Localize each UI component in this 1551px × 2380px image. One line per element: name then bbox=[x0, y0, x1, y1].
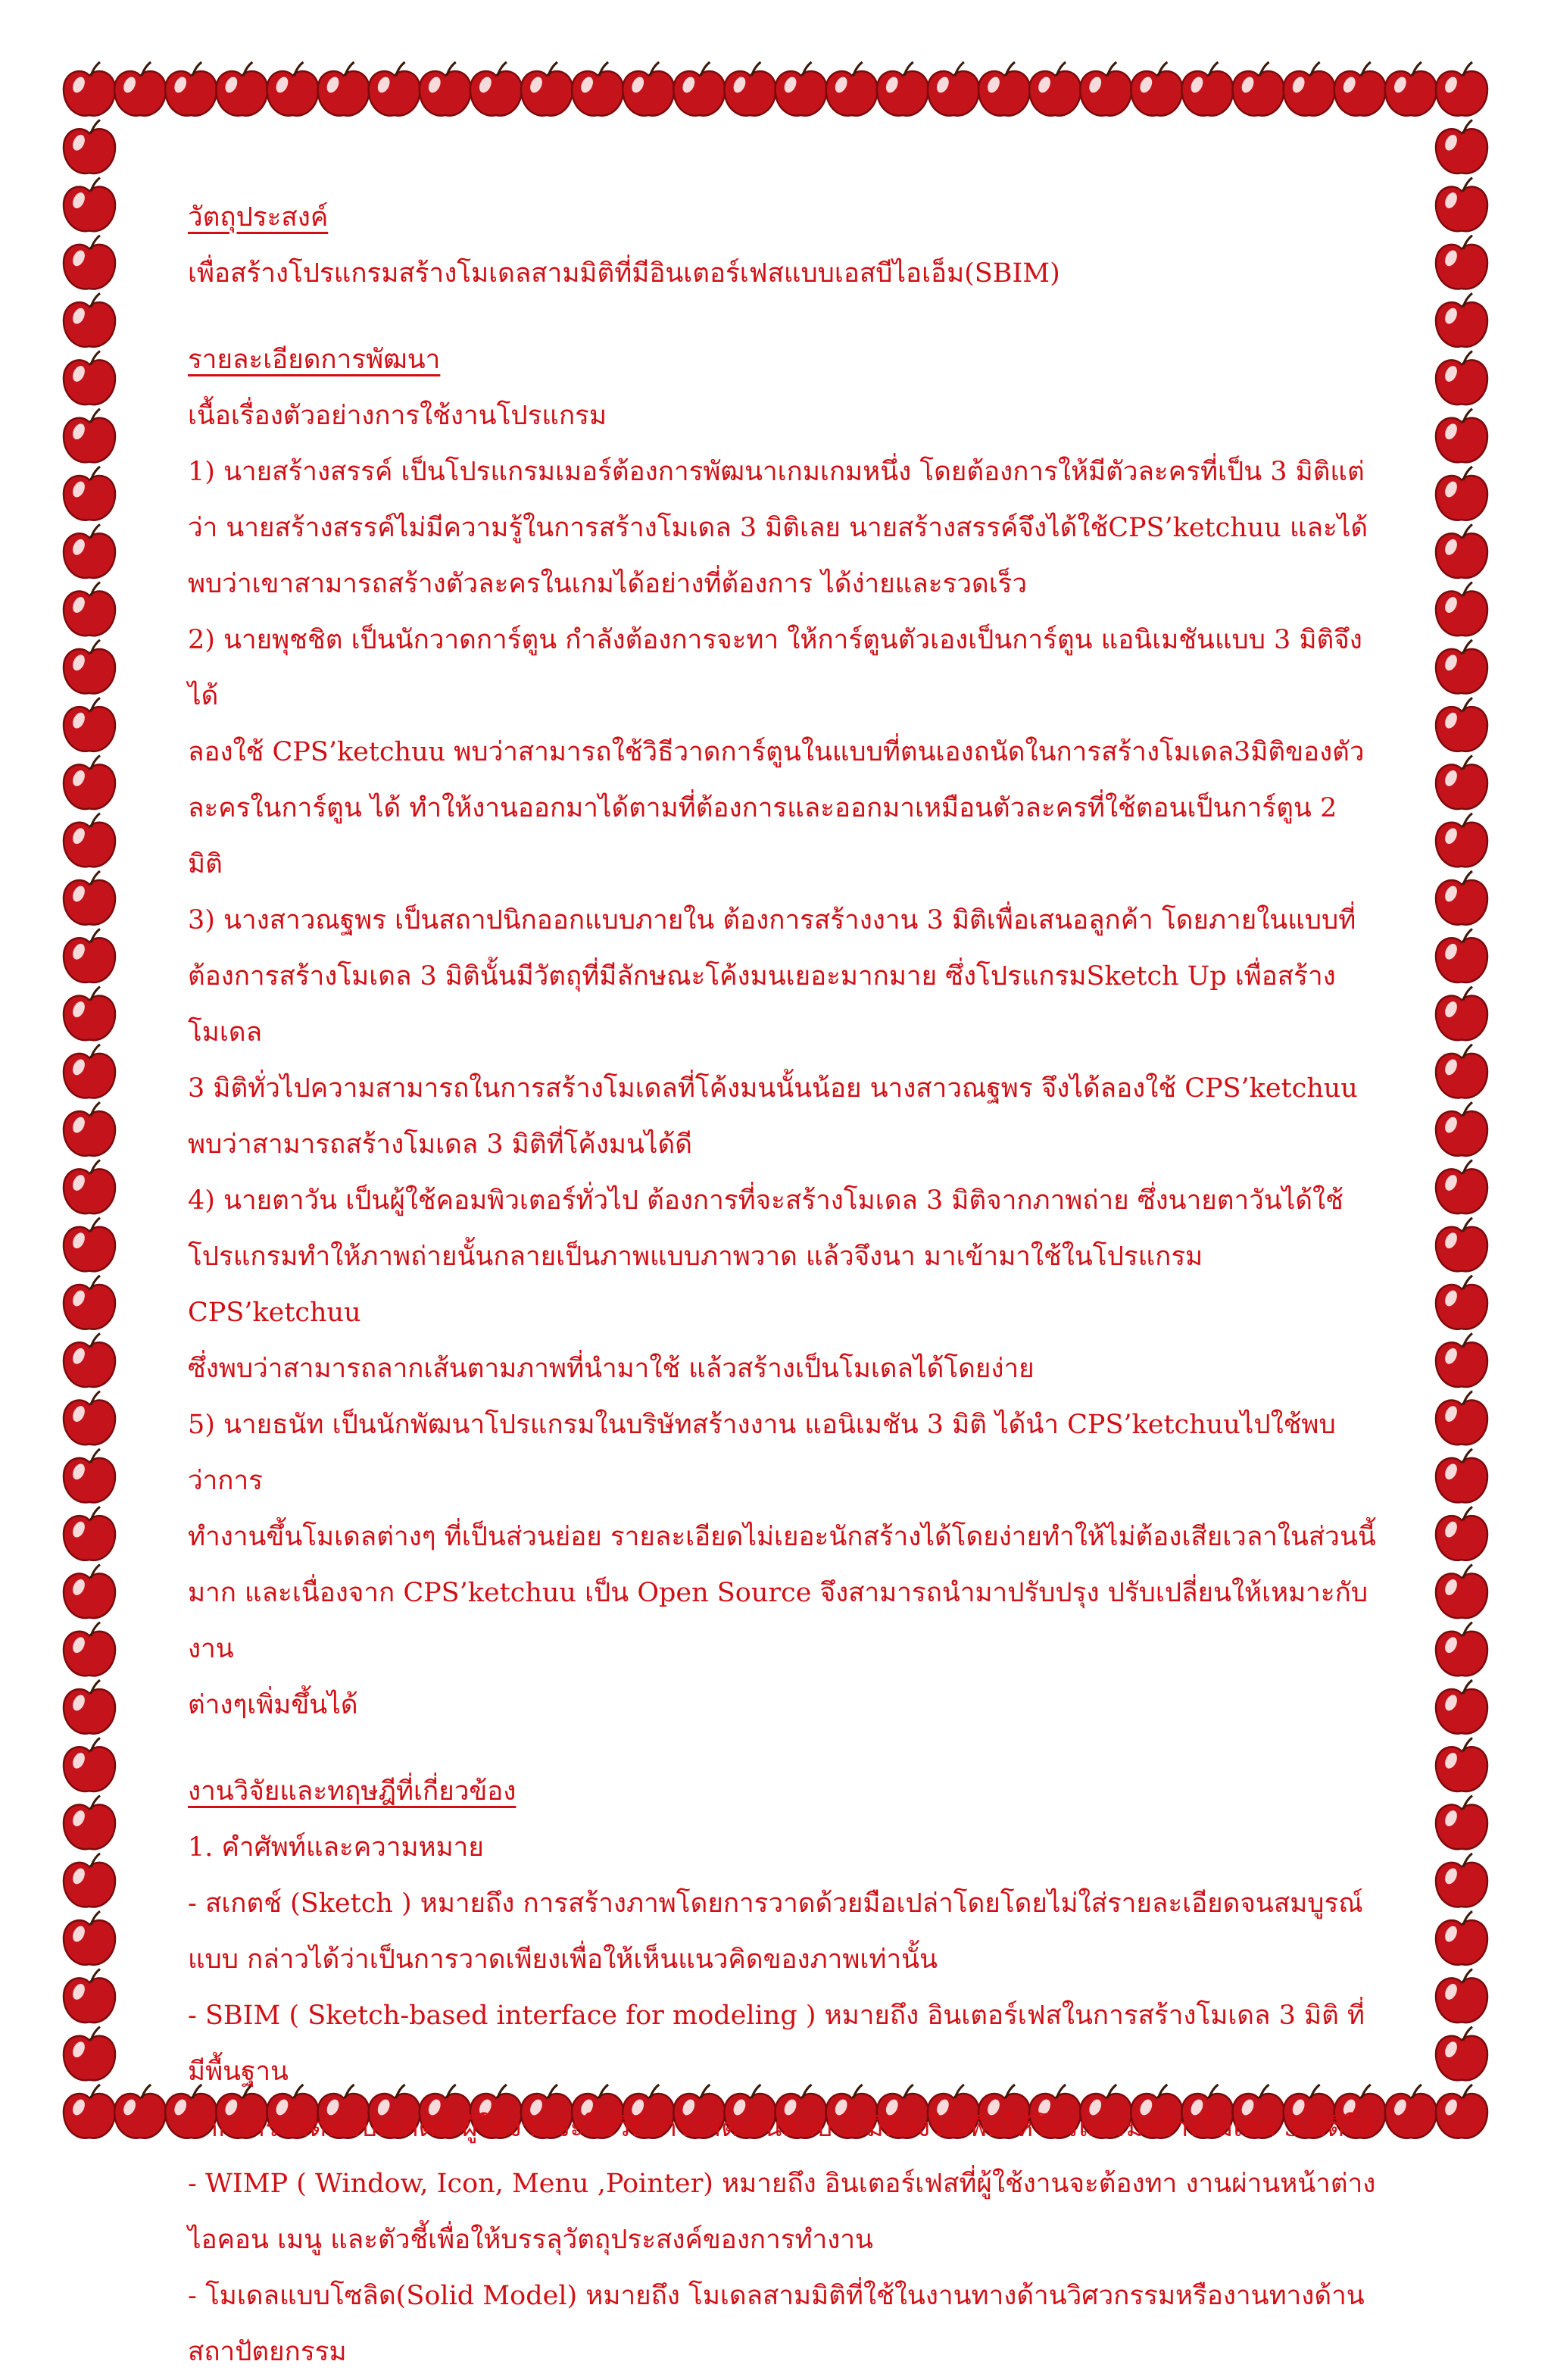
text-line: 1) นายสร้างสรรค์ เป็นโปรแกรมเมอร์ต้องการพัฒนาเกมเกมหนึ่ง โดยต้องการให้มีตัวละครที่เป็น 3 มิติแต่ bbox=[188, 457, 1365, 487]
red-apple-icon bbox=[64, 1391, 115, 1445]
red-apple-icon bbox=[64, 755, 115, 809]
text-line: โปรแกรมทำให้ภาพถ่ายนั้นกลายเป็นภาพแบบภาพวาด แล้วจึงนา มาเข้ามาใช้ในโปรแกรม CPS’ketchuu bbox=[188, 1242, 1203, 1328]
text-line: - SBIM ( Sketch-based interface for modeling ) หมายถึง อินเตอร์เฟสในการสร้างโมเดล 3 มิติ ที่มีพื้นฐาน bbox=[188, 2001, 1365, 2087]
red-apple-icon bbox=[1334, 62, 1386, 116]
objective-text bbox=[188, 245, 1377, 301]
red-apple-icon bbox=[1436, 1623, 1487, 1676]
red-apple-icon bbox=[420, 62, 471, 116]
text-line: 3) นางสาวณฐพร เป็นสถาปนิกออกแบบภายใน ต้องการสร้างงาน 3 มิติเพื่อเสนอลูกค้า โดยภายในแบบที่ bbox=[188, 905, 1356, 935]
red-apple-icon bbox=[216, 62, 267, 116]
red-apple-icon bbox=[623, 62, 674, 116]
red-apple-icon bbox=[1436, 2085, 1487, 2138]
red-apple-icon bbox=[1436, 1564, 1487, 1618]
red-apple-icon bbox=[64, 1045, 115, 1098]
red-apple-icon bbox=[64, 62, 115, 116]
red-apple-icon bbox=[673, 62, 725, 116]
red-apple-icon bbox=[572, 62, 623, 116]
red-apple-icon bbox=[64, 409, 115, 463]
red-apple-icon bbox=[1436, 1796, 1487, 1850]
red-apple-icon bbox=[1029, 62, 1081, 116]
red-apple-icon bbox=[64, 1854, 115, 1907]
red-apple-icon bbox=[1080, 62, 1131, 116]
red-apple-icon bbox=[64, 1911, 115, 1965]
red-apple-icon bbox=[64, 1102, 115, 1156]
heading-development: รายละเอียดการพัฒนา bbox=[188, 345, 441, 375]
red-apple-icon bbox=[877, 62, 928, 116]
red-apple-icon bbox=[978, 62, 1030, 116]
red-apple-icon bbox=[1436, 1854, 1487, 1907]
red-apple-icon bbox=[1436, 987, 1487, 1041]
red-apple-icon bbox=[64, 1738, 115, 1791]
red-apple-icon bbox=[1436, 1160, 1487, 1213]
text-line: ทำงานขึ้นโมเดลต่างๆ ที่เป็นส่วนย่อย รายละเอียดไม่เยอะนักสร้างได้โดยง่ายทำให้ไม่ต้องเสียเวลาในส่วนนี้ bbox=[188, 1522, 1376, 1552]
red-apple-icon bbox=[165, 62, 217, 116]
red-apple-icon bbox=[1436, 1276, 1487, 1329]
red-apple-icon bbox=[64, 1449, 115, 1503]
red-apple-icon bbox=[1385, 2085, 1437, 2138]
text-line: ลองใช้ CPS’ketchuu พบว่าสามารถใช้วิธีวาดการ์ตูนในแบบที่ตนเองถนัดในการสร้างโมเดล3มิติของตัว bbox=[188, 737, 1365, 767]
development-text bbox=[188, 388, 1377, 1733]
red-apple-icon bbox=[470, 62, 522, 116]
red-apple-icon bbox=[369, 62, 420, 116]
red-apple-icon bbox=[724, 62, 776, 116]
red-apple-icon bbox=[1436, 583, 1487, 636]
red-apple-icon bbox=[64, 1276, 115, 1329]
red-apple-icon bbox=[64, 814, 115, 867]
red-apple-icon bbox=[64, 698, 115, 751]
text-line: 3 มิติทั่วไปความสามารถในการสร้างโมเดลที่โค้งมนนั้นน้อย นางสาวณฐพร จึงได้ลองใช้ CPS’ketchuu bbox=[188, 1073, 1358, 1104]
text-line: - โมเดลแบบโซลิด(Solid Model) หมายถึง โมเดลสามมิติที่ใช้ในงานทางด้านวิศวกรรมหรืองานทางด้าน bbox=[188, 2281, 1365, 2311]
red-apple-icon bbox=[267, 62, 318, 116]
red-apple-icon bbox=[318, 62, 370, 116]
red-apple-icon bbox=[1233, 62, 1284, 116]
red-apple-icon bbox=[928, 62, 979, 116]
red-apple-icon bbox=[64, 1680, 115, 1734]
red-apple-icon bbox=[1436, 467, 1487, 520]
red-apple-icon bbox=[64, 178, 115, 232]
red-apple-icon bbox=[1131, 62, 1182, 116]
red-apple-icon bbox=[64, 1333, 115, 1387]
red-apple-icon bbox=[1436, 1680, 1487, 1734]
red-apple-icon bbox=[1436, 698, 1487, 751]
red-apple-icon bbox=[826, 62, 878, 116]
red-apple-icon bbox=[64, 1564, 115, 1618]
red-apple-icon bbox=[1436, 293, 1487, 347]
red-apple-icon bbox=[1436, 1449, 1487, 1503]
red-apple-icon bbox=[1385, 62, 1437, 116]
red-apple-icon bbox=[1436, 640, 1487, 694]
red-apple-icon bbox=[1181, 62, 1233, 116]
red-apple-icon bbox=[1436, 2027, 1487, 2081]
red-apple-icon bbox=[64, 1160, 115, 1213]
text-line: เนื้อเรื่องตัวอย่างการใช้งานโปรแกรม bbox=[188, 401, 607, 431]
red-apple-icon bbox=[1436, 524, 1487, 578]
text-line: - สเกตช์ (Sketch ) หมายถึง การสร้างภาพโดยการวาดด้วยมือเปล่าโดยโดยไม่ใส่รายละเอียดจนสมบูรณ์ bbox=[188, 1888, 1363, 1919]
red-apple-icon bbox=[1436, 351, 1487, 404]
text-line: 5) นายธนัท เป็นนักพัฒนาโปรแกรมในบริษัทสร้างงาน แอนิเมชัน 3 มิติ ได้นำ CPS’ketchuuไปใช้พบว่าการ bbox=[188, 1410, 1336, 1496]
red-apple-icon bbox=[1436, 929, 1487, 982]
heading-research: งานวิจัยและทฤษฎีที่เกี่ยวข้อง bbox=[188, 1776, 516, 1807]
text-line: ไอคอน เมนู และตัวชี้เพื่อให้บรรลุวัตถุประสงค์ของการทำงาน bbox=[188, 2225, 873, 2255]
red-apple-icon bbox=[114, 62, 166, 116]
red-apple-icon bbox=[64, 2085, 115, 2138]
text-line: สถาปัตยกรรม bbox=[188, 2337, 347, 2367]
red-apple-icon bbox=[64, 987, 115, 1041]
red-apple-icon bbox=[1436, 1333, 1487, 1387]
text-line: มาก และเนื่องจาก CPS’ketchuu เป็น Open Source จึงสามารถนำมาปรับปรุง ปรับเปลี่ยนให้เหมาะกับงาน bbox=[188, 1578, 1368, 1664]
red-apple-icon bbox=[776, 62, 827, 116]
red-apple-icon bbox=[64, 1507, 115, 1560]
text-line: ต่างๆเพิ่มขึ้นได้ bbox=[188, 1690, 358, 1720]
red-apple-icon bbox=[64, 2027, 115, 2081]
red-apple-icon bbox=[64, 640, 115, 694]
text-line: จากการวาดแบบสเกตช์ ผู้ใช้งานจะใช้วิธีการวาดเส้นแบบ 2 มิติลงไปเพื่อให้โปรแกรมสร้างโมเดล 3 มิติให้ bbox=[188, 2113, 1375, 2143]
red-apple-icon bbox=[1436, 236, 1487, 289]
red-apple-icon bbox=[1436, 755, 1487, 809]
heading-objective: วัตถุประสงค์ bbox=[188, 202, 329, 233]
red-apple-icon bbox=[64, 524, 115, 578]
red-apple-icon bbox=[1436, 871, 1487, 925]
red-apple-icon bbox=[64, 1796, 115, 1850]
red-apple-icon bbox=[64, 467, 115, 520]
text-line: ละครในการ์ตูน ได้ ทำให้งานออกมาได้ตามที่ต้องการและออกมาเหมือนตัวละครที่ใช้ตอนเป็นการ์ตูน 2 มิติ bbox=[188, 793, 1337, 879]
red-apple-icon bbox=[1436, 178, 1487, 232]
red-apple-icon bbox=[64, 871, 115, 925]
document-body bbox=[188, 189, 1377, 2380]
text-line: พบว่าเขาสามารถสร้างตัวละครในเกมได้อย่างที่ต้องการ ได้ง่ายและรวดเร็ว bbox=[188, 569, 1028, 599]
red-apple-icon bbox=[1436, 120, 1487, 173]
red-apple-icon bbox=[64, 1623, 115, 1676]
text-line: 4) นายตาวัน เป็นผู้ใช้คอมพิวเตอร์ทั่วไป ต้องการที่จะสร้างโมเดล 3 มิติจากภาพถ่าย ซึ่งนายตาวันได้ใช้ bbox=[188, 1185, 1343, 1216]
text-line: เพื่อสร้างโปรแกรมสร้างโมเดลสามมิติที่มีอินเตอร์เฟสแบบเอสบีไอเอ็ม(SBIM) bbox=[188, 258, 1060, 289]
text-line: ซึ่งพบว่าสามารถลากเส้นตามภาพที่นำมาใช้ แล้วสร้างเป็นโมเดลได้โดยง่าย bbox=[188, 1354, 1035, 1384]
red-apple-icon bbox=[1436, 1507, 1487, 1560]
red-apple-icon bbox=[1284, 62, 1335, 116]
research-text bbox=[188, 1819, 1377, 2380]
text-line: 1. คำศัพท์และความหมาย bbox=[188, 1832, 484, 1863]
red-apple-icon bbox=[64, 293, 115, 347]
red-apple-icon bbox=[521, 62, 573, 116]
text-line: แบบ กล่าวได้ว่าเป็นการวาดเพียงเพื่อให้เห็นแนวคิดของภาพเท่านั้น bbox=[188, 1944, 938, 1975]
text-line: พบว่าสามารถสร้างโมเดล 3 มิติที่โค้งมนได้ดี bbox=[188, 1129, 692, 1160]
red-apple-icon bbox=[64, 1969, 115, 2022]
red-apple-icon bbox=[1436, 409, 1487, 463]
red-apple-icon bbox=[64, 120, 115, 173]
red-apple-icon bbox=[64, 236, 115, 289]
text-line: ว่า นายสร้างสรรค์ไม่มีความรู้ในการสร้างโมเดล 3 มิติเลย นายสร้างสรรค์จึงได้ใช้CPS’ketchuu และได้ bbox=[188, 513, 1368, 543]
red-apple-icon bbox=[1436, 1911, 1487, 1965]
red-apple-icon bbox=[1436, 62, 1487, 116]
red-apple-icon bbox=[1436, 1391, 1487, 1445]
red-apple-icon bbox=[1436, 1218, 1487, 1272]
red-apple-icon bbox=[64, 929, 115, 982]
text-line: ต้องการสร้างโมเดล 3 มิตินั้นมีวัตถุที่มีลักษณะโค้งมนเยอะมากมาย ซึ่งโปรแกรมSketch Up เพื่อสร้างโมเดล bbox=[188, 961, 1336, 1048]
red-apple-icon bbox=[1436, 1045, 1487, 1098]
red-apple-icon bbox=[64, 351, 115, 404]
text-line: 2) นายพุชชิต เป็นนักวาดการ์ตูน กำลังต้องการจะทา ให้การ์ตูนตัวเองเป็นการ์ตูน แอนิเมชันแบบ 3 มิติจึงได้ bbox=[188, 625, 1362, 711]
red-apple-icon bbox=[1436, 814, 1487, 867]
red-apple-icon bbox=[1436, 1102, 1487, 1156]
red-apple-icon bbox=[1436, 1738, 1487, 1791]
red-apple-icon bbox=[64, 583, 115, 636]
red-apple-icon bbox=[64, 1218, 115, 1272]
text-line: - WIMP ( Window, Icon, Menu ,Pointer) หมายถึง อินเตอร์เฟสที่ผู้ใช้งานจะต้องทา งานผ่านหน้าต่าง bbox=[188, 2169, 1376, 2199]
red-apple-icon bbox=[1436, 1969, 1487, 2022]
red-apple-icon bbox=[114, 2085, 166, 2138]
